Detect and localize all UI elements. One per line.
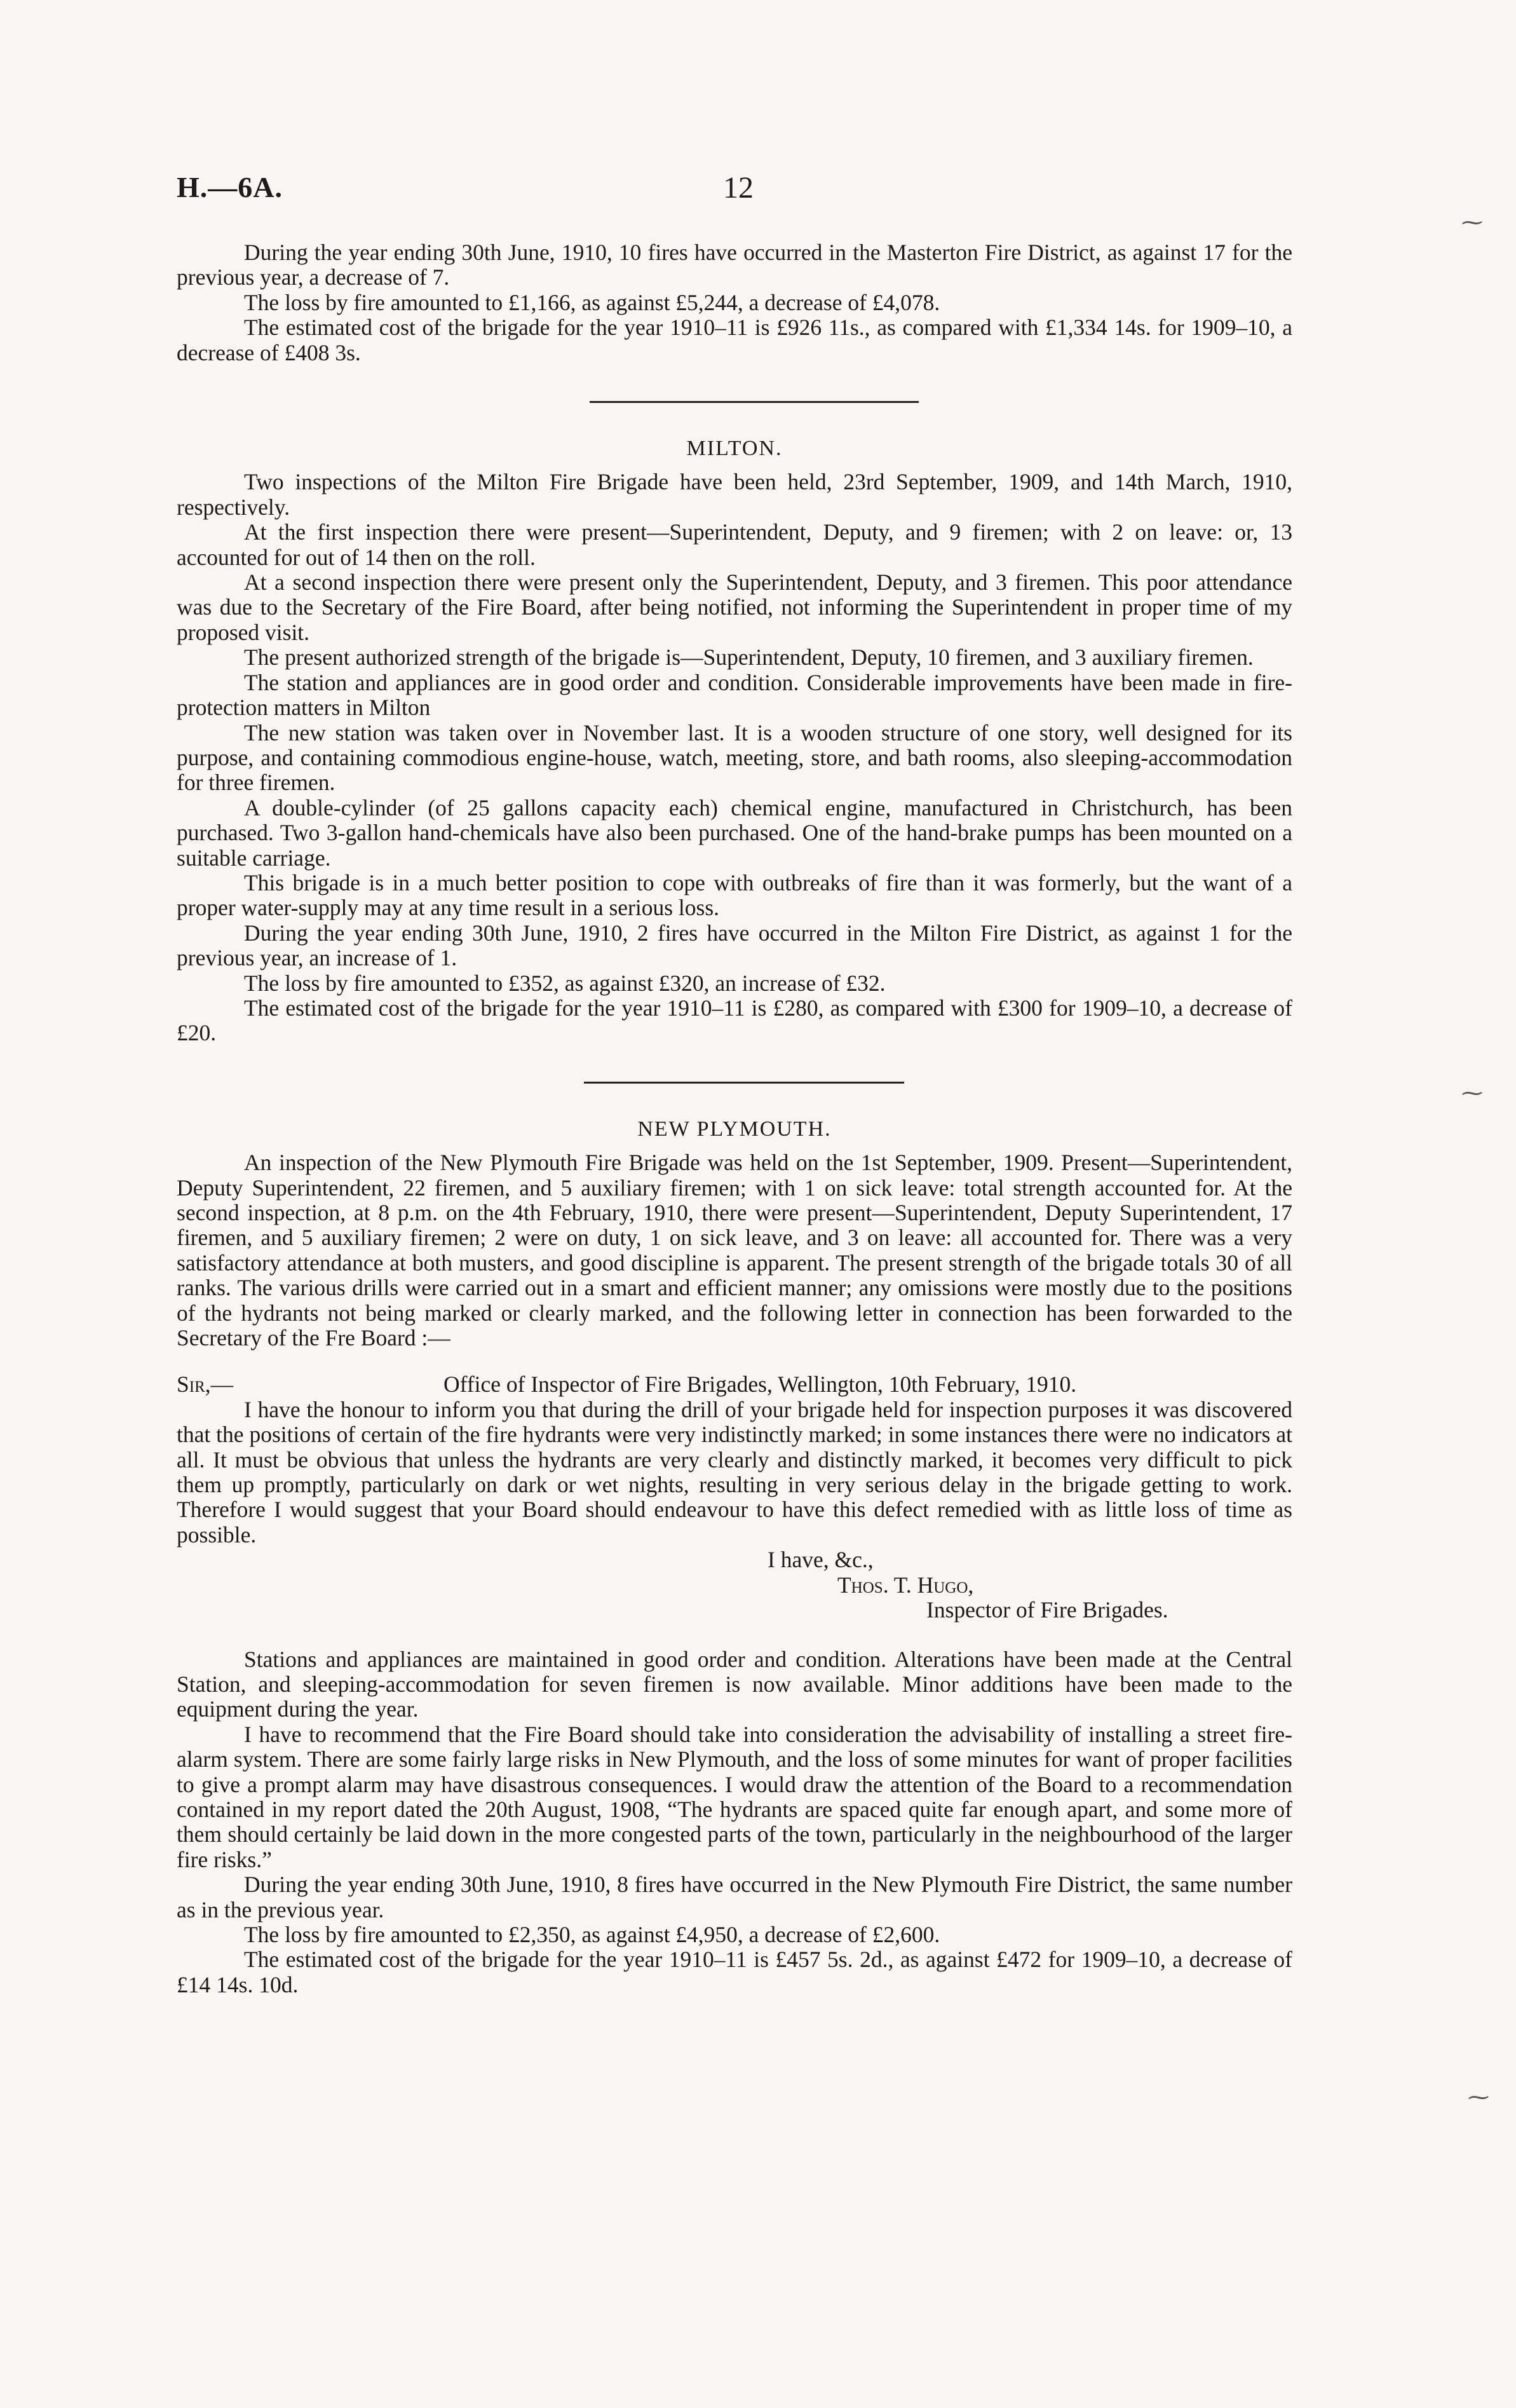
milton-paragraph: During the year ending 30th June, 1910, 2 fires have occurred in the Milton Fire District, as against 1 for the previous year, an increase of 1.	[177, 920, 1292, 971]
spacer	[177, 1623, 1292, 1647]
milton-paragraph: The new station was taken over in November last. It is a wooden structure of one story, well designed for its purpose, and containing commodious engine-house, watch, meeting, store, and bath rooms, also sleeping-accommodation for three firemen.	[177, 719, 1292, 796]
milton-paragraph: At a second inspection there were present only the Superintendent, Deputy, and 3 firemen. This poor attendance was due to the Secretary of the Fire Board, after being notified, not informing the Superintendent in proper time of my proposed visit.	[177, 569, 1292, 645]
page-number: 12	[723, 171, 754, 205]
milton-paragraph: Two inspections of the Milton Fire Brigade have been held, 23rd September, 1909, and 14th March, 1910, respectively.	[177, 469, 1292, 520]
letter-heading	[177, 1372, 1292, 1397]
masterton-loss-paragraph: The loss by fire amounted to £1,166, as against £5,244, a decrease of £4,078.	[244, 289, 940, 315]
new-plymouth-paragraph: I have to recommend that the Fire Board should take into consideration the advisability of installing a street fire-alarm system. There are some fairly large risks in New Plymouth, and the loss of some minutes for want of proper facilities to give a prompt alarm may have disastrous consequences. I would draw the attention of the Board to a recommendation contained in my report dated the 20th August, 1908, “The hydrants are spaced quite far enough apart, and some more of them should certainly be laid down in the more congested parts of the town, particularly in the neighbourhood of the larger fire risks.”	[177, 1721, 1292, 1872]
new-plymouth-section-title: NEW PLYMOUTH.	[637, 1117, 832, 1141]
milton-paragraph: The station and appliances are in good order and condition. Considerable improvements have been made in fire-protection matters in Milton	[177, 669, 1292, 721]
milton-paragraph: The loss by fire amounted to £352, as against £320, an increase of £32.	[244, 970, 886, 996]
page-header	[177, 170, 1306, 215]
new-plymouth-paragraph: The loss by fire amounted to £2,350, as against £4,950, a decrease of £2,600.	[244, 1921, 940, 1947]
letter-salutation: Sir,—	[177, 1371, 234, 1398]
letter-closing: I have, &c.,	[768, 1547, 874, 1573]
letter-body: I have the honour to inform you that during the drill of your brigade held for inspection purposes it was discovered that the positions of certain of the fire hydrants were very indistinctly marked; in some instances there were no indicators at all. It must be obvious that unless the hydrants are very clearly and distinctly marked, it becomes very difficult to pick them up promptly, particularly on dark or wet nights, resulting in very serious delay in the brigade getting to work. Therefore I would suggest that your Board should endeavour to have this defect remedied with as little loss of time as possible.	[177, 1396, 1292, 1548]
new-plymouth-paragraph: Stations and appliances are maintained in good order and condition. Alterations have been made at the Central Station, and sleeping-accommodation for seven firemen is now available. Minor additions have been made to the equipment during the year.	[177, 1646, 1292, 1722]
new-plymouth-paragraph: The estimated cost of the brigade for the year 1910–11 is £457 5s. 2d., as against £472 for 1909–10, a decrease of £14 14s. 10d.	[177, 1947, 1292, 1997]
new-plymouth-paragraph: During the year ending 30th June, 1910, 8 fires have occurred in the New Plymouth Fire District, the same number as in the previous year.	[177, 1872, 1292, 1922]
section-divider	[584, 1082, 904, 1084]
masterton-fires-paragraph: During the year ending 30th June, 1910, 10 fires have occurred in the Masterton Fire District, as against 17 for the previous year, a decrease of 7.	[177, 240, 1292, 290]
letter-signature: Thos. T. Hugo,	[837, 1572, 974, 1598]
milton-paragraph: The estimated cost of the brigade for the year 1910–11 is £280, as compared with £300 for 1909–10, a decrease of £20.	[177, 995, 1292, 1046]
milton-paragraph: At the first inspection there were present—Superintendent, Deputy, and 9 firemen; with 2 on leave: or, 13 accounted for out of 14 then on the roll.	[177, 519, 1292, 570]
margin-tick-mark: ⁓	[1461, 211, 1483, 235]
margin-tick-mark: ⁓	[1461, 1082, 1483, 1105]
letter-place-date: Office of Inspector of Fire Brigades, Wellington, 10th February, 1910.	[443, 1371, 1077, 1398]
milton-paragraph: A double-cylinder (of 25 gallons capacity each) chemical engine, manufactured in Christchurch, has been purchased. Two 3-gallon hand-chemicals have also been purchased. One of the hand-brake pumps has been mounted on a suitable carriage.	[177, 794, 1292, 871]
new-plymouth-inspection-paragraph: An inspection of the New Plymouth Fire Brigade was held on the 1st September, 1909. Present—Superintendent, Deputy Superintendent, 22 firemen, and 5 auxiliary firemen; with 1 on sick leave: total strength accounted for. At the second inspection, at 8 p.m. on the 4th February, 1910, there were present—Superintendent, Deputy Superintendent, 17 firemen, and 5 auxiliary firemen; 2 were on duty, 1 on sick leave, and 3 on leave: all accounted for. There was a very satisfactory attendance at both musters, and good discipline is apparent. The present strength of the brigade totals 30 of all ranks. The various drills were carried out in a smart and efficient manner; any omissions were mostly due to the positions of the hydrants not being marked or clearly marked, and the following letter in connection has been forwarded to the Secretary of the Fre Board :—	[177, 1150, 1292, 1351]
letter-signatory-title: Inspector of Fire Brigades.	[926, 1597, 1168, 1623]
parliamentary-paper-reference: H.—6A.	[177, 171, 283, 203]
section-divider	[590, 401, 919, 403]
masterton-cost-paragraph: The estimated cost of the brigade for the year 1910–11 is £926 11s., as compared with £1,334 14s. for 1909–10, a decrease of £408 3s.	[177, 315, 1292, 365]
body-text	[177, 240, 1292, 1997]
milton-section-title: MILTON.	[686, 437, 783, 461]
milton-paragraph: The present authorized strength of the brigade is—Superintendent, Deputy, 10 firemen, and 3 auxiliary firemen.	[244, 644, 1254, 670]
margin-tick-mark: ⁓	[1468, 2086, 1489, 2109]
letter-signoff	[177, 1548, 1292, 1622]
milton-paragraph: This brigade is in a much better position to cope with outbreaks of fire than it was formerly, but the want of a proper water-supply may at any time result in a serious loss.	[177, 869, 1292, 921]
